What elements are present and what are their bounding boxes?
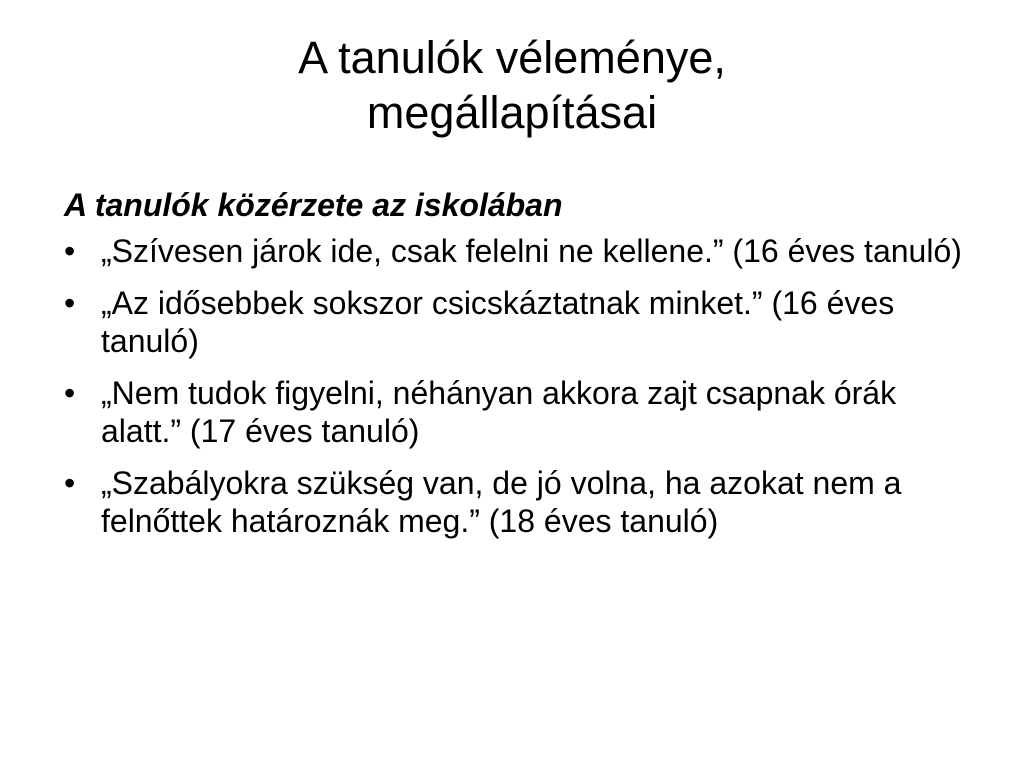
- slide-title-line-2: megállapításai: [366, 87, 658, 138]
- slide-title-line-1: A tanulók véleménye,: [298, 32, 726, 83]
- quote-item: [64, 284, 964, 360]
- quote-item: [64, 464, 964, 540]
- quote-text: „Nem tudok figyelni, néhányan akkora zajt csapnak órák alatt.” (17 éves tanuló): [101, 375, 897, 449]
- quote-text: „Az idősebbek sokszor csicskáztatnak minket.” (16 éves tanuló): [101, 285, 895, 359]
- section-subheading: A tanulók közérzete az iskolában: [64, 187, 563, 223]
- quote-text: „Szívesen járok ide, csak felelni ne kellene.” (16 éves tanuló): [101, 233, 962, 269]
- quote-text: „Szabályokra szükség van, de jó volna, ha azokat nem a felnőttek határoznák meg.” (18 éves tanuló): [101, 465, 902, 539]
- quote-item: [64, 232, 964, 270]
- bullet-icon: •: [64, 233, 76, 269]
- bullet-icon: •: [64, 285, 76, 321]
- slide-content: [64, 186, 964, 554]
- bullet-icon: •: [64, 465, 76, 501]
- quote-list: [64, 232, 964, 540]
- quote-item: [64, 374, 964, 450]
- slide-title: [0, 30, 1024, 140]
- bullet-icon: •: [64, 375, 76, 411]
